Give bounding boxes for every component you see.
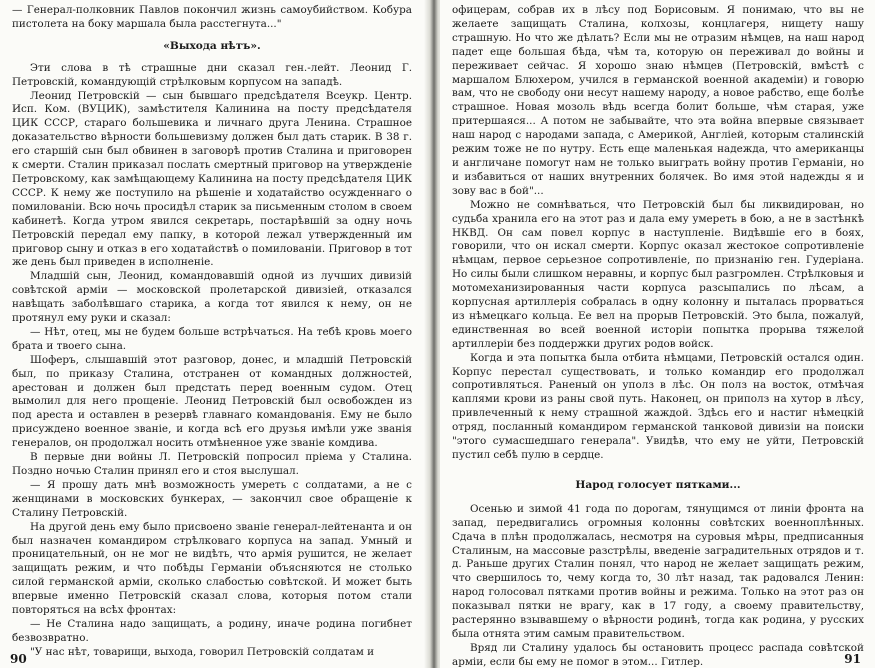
left-page: [0, 0, 428, 668]
right-page: [440, 0, 875, 668]
paragraph: — Я прошу дать мнѣ возможность умереть с солдатами, а не с женщинами в московских бункерах, — закончил свое обращеніе к Сталину Петровскій.: [12, 478, 412, 519]
right-page-text: [452, 4, 864, 668]
paragraph: — Генерал-полковник Павлов покончил жизнь самоубийством. Кобура пистолета на боку маршала была расстегнута...": [12, 4, 412, 30]
paragraph: Леонид Петровскій — сын бывшаго предсѣдателя Всеукр. Центр. Исп. Ком. (ВУЦИК), замѣстителя Калинина на посту предсѣдателя ЦИК СССР, стараго большевика и личнаго друга Ленина. Страшное доказательство вѣрности большевизму должен был дать старик. В 38 г. его старшій сын был обвинен в заговорѣ против Сталина и приговорен к смерти. Сталин приказал послать смертный приговор на утвержденіе Петровскому, как замѣщающему Калинина на посту предсѣдателя ЦИК СССР. К нему же поступило на рѣшеніе и ходатайство осужденнаго о помилованіи. Всю ночь просидѣл старик за письменным столом в своем кабинетѣ. Когда утром явился секретарь, постарѣвшій за одну ночь Петровскій передал ему папку, в которой лежал утвержденный им приговор сыну и отказ в его ходатайствѣ о помилованіи. Приговор в тот же день был приведен в исполненіе.: [12, 89, 412, 269]
paragraph: Можно не сомнѣваться, что Петровскій был бы ликвидирован, но судьба хранила его на этот раз и дала ему умереть в бою, а не в застѣнкѣ НКВД. Он сам повел корпус в наступленіе. Видѣвшіе его в боях, говорили, что он искал смерти. Корпус оказал жестокое сопротивленіе нѣмцам, первое серьезное сопротивленіе, по признанію ген. Гудеріана. Но силы были слишком неравны, и корпус был разгромлен. Стрѣлковыя и мотомеханизированныя части корпуса разсыпались по лѣсам, а корпусная артиллерія собралась в одну колонну и пыталась прорваться из нѣмецкаго кольца. Ее вел на прорыв Петровскій. Это была, пожалуй, единственная во всей военной исторіи попытка прорыва тяжелой артиллеріи без поддержки других родов войск.: [452, 198, 864, 350]
paragraph: Младшій сын, Леонид, командовавшій одной из лучших дивизій совѣтской арміи — московской пролетарской дивизіей, отказался навѣщать заболѣвшаго старика, а когда тот явился к нему, он не протянул ему руки и сказал:: [12, 270, 412, 325]
paragraph: Осенью и зимой 41 года по дорогам, тянущимся от линіи фронта на запад, передвигались огромныя колонны совѣтских военноплѣнных. Сдача в плѣн продолжалась, несмотря на суровыя мѣры, предписанныя Сталиным, на массовые разстрѣлы, введеніе заградительных отрядов и т. д. Раньше других Сталин понял, что народ не желает защищать режим, что свершилось то, чему когда то, 30 лѣт назад, так радовался Ленин: народ голосовал пятками против войны и режима. Только на этот раз он показывал пятки не врагу, как в 17 году, а своему правительству, растерянно взывавшему о вѣрности родинѣ, тогда как родина, у русских была отнята этим самым правительством.: [452, 502, 864, 640]
paragraph: Вряд ли Сталину удалось бы остановить процесс распада совѣтской арміи, если бы ему не помог в этом... Гитлер.: [452, 641, 864, 668]
paragraph: офицерам, собрав их в лѣсу под Борисовым. Я понимаю, что вы не желаете защищать Сталина, колхозы, концлагеря, нищету нашу страшную. Но что же дѣлать? Если мы не отразим нѣмцев, на наш народ падет еще большая бѣда, чѣм та, которую он переживал до войны и переживает сейчас. Я хорошо знаю нѣмцев (Петровскій, вмѣстѣ с маршалом Блюхером, учился в германской военной академіи) и говорю вам, что не свободу они несут нашему народу, а новое рабство, еще болѣе страшное. Новая мозоль вѣдь всегда болит больше, чѣм старая, уже притершаяся... А потом не забывайте, что эта война впервые связывает наш народ с народами запада, с Америкой, Англіей, которым сталинскій режим тоже не по нутру. Есть еще маленькая надежда, что американцы и англичане помогут нам не только выиграть войну против Германіи, но и избавиться от наших внутренних болячек. Во имя этой надежды я и зову вас в бой"...: [452, 4, 864, 197]
paragraph: Эти слова в тѣ страшные дни сказал ген.-лейт. Леонид Г. Петровскій, командующій стрѣлковым корпусом на западѣ.: [12, 61, 412, 88]
page-number: 90: [10, 652, 27, 666]
section-heading: «Выхода нѣтъ».: [163, 39, 261, 52]
paragraph: — Нѣт, отец, мы не будем больше встрѣчаться. На тебѣ кровь моего брата и твоего сына.: [12, 325, 412, 352]
paragraph: Шоферъ, слышавшій этот разговор, донес, и младшій Петровскій был, по приказу Сталина, отстранен от командных должностей, арестован и должен был предстать перед военным судом. Отец вымолил для него прощеніе. Леонид Петровскій был освобожден из под ареста и оставлен в резервѣ главнаго командованія. Ему не было присуждено военное званіе, и когда всѣ его друзья имѣли уже званія генералов, он продолжал носить отмѣненное уже званіе комдива.: [12, 353, 412, 450]
paragraph: — Не Сталина надо защищать, а родину, иначе родина погибнет безвозвратно.: [12, 617, 412, 644]
paragraph: На другой день ему было присвоено званіе генерал-лейтенанта и он был назначен командиром стрѣлковаго корпуса на запад. Умный и проницательный, он не мог не видѣть, что армія рушится, не желает защищать режим, и что побѣды Германіи объясняются не столько силой германской арміи, сколько слабостью совѣтской. И может быть впервые именно Петровскій сказал слова, которыя потом стали повторяться на всѣх фронтах:: [12, 520, 412, 617]
paragraph: В первые дни войны Л. Петровскій попросил пріема у Сталина. Поздно ночью Сталин принял его и стоя выслушал.: [12, 451, 412, 477]
paragraph: Когда и эта попытка была отбита нѣмцами, Петровскій остался один. Корпус перестал существовать, и только командир его продолжал сопротивляться. Раненый он уполз в лѣс. Он полз на восток, отмѣчая каплями крови из раны свой путь. Наконец, он приполз на хутор в лѣсу, привлеченный к нему страшной жаждой. Здѣсь его и настиг нѣмецкій отряд, посланный командиром германской танковой дивизіи на поиски "этого сумасшедшаго генерала". Увидѣв, что ему не уйти, Петровскій пустил себѣ пулю в сердце.: [452, 351, 864, 461]
paragraph: "У нас нѣт, товарищи, выхода, говорил Петровскій солдатам и: [30, 645, 375, 658]
page-number: 91: [844, 652, 861, 666]
section-heading: Народ голосует пятками...: [575, 478, 741, 491]
left-page-text: [12, 4, 412, 660]
